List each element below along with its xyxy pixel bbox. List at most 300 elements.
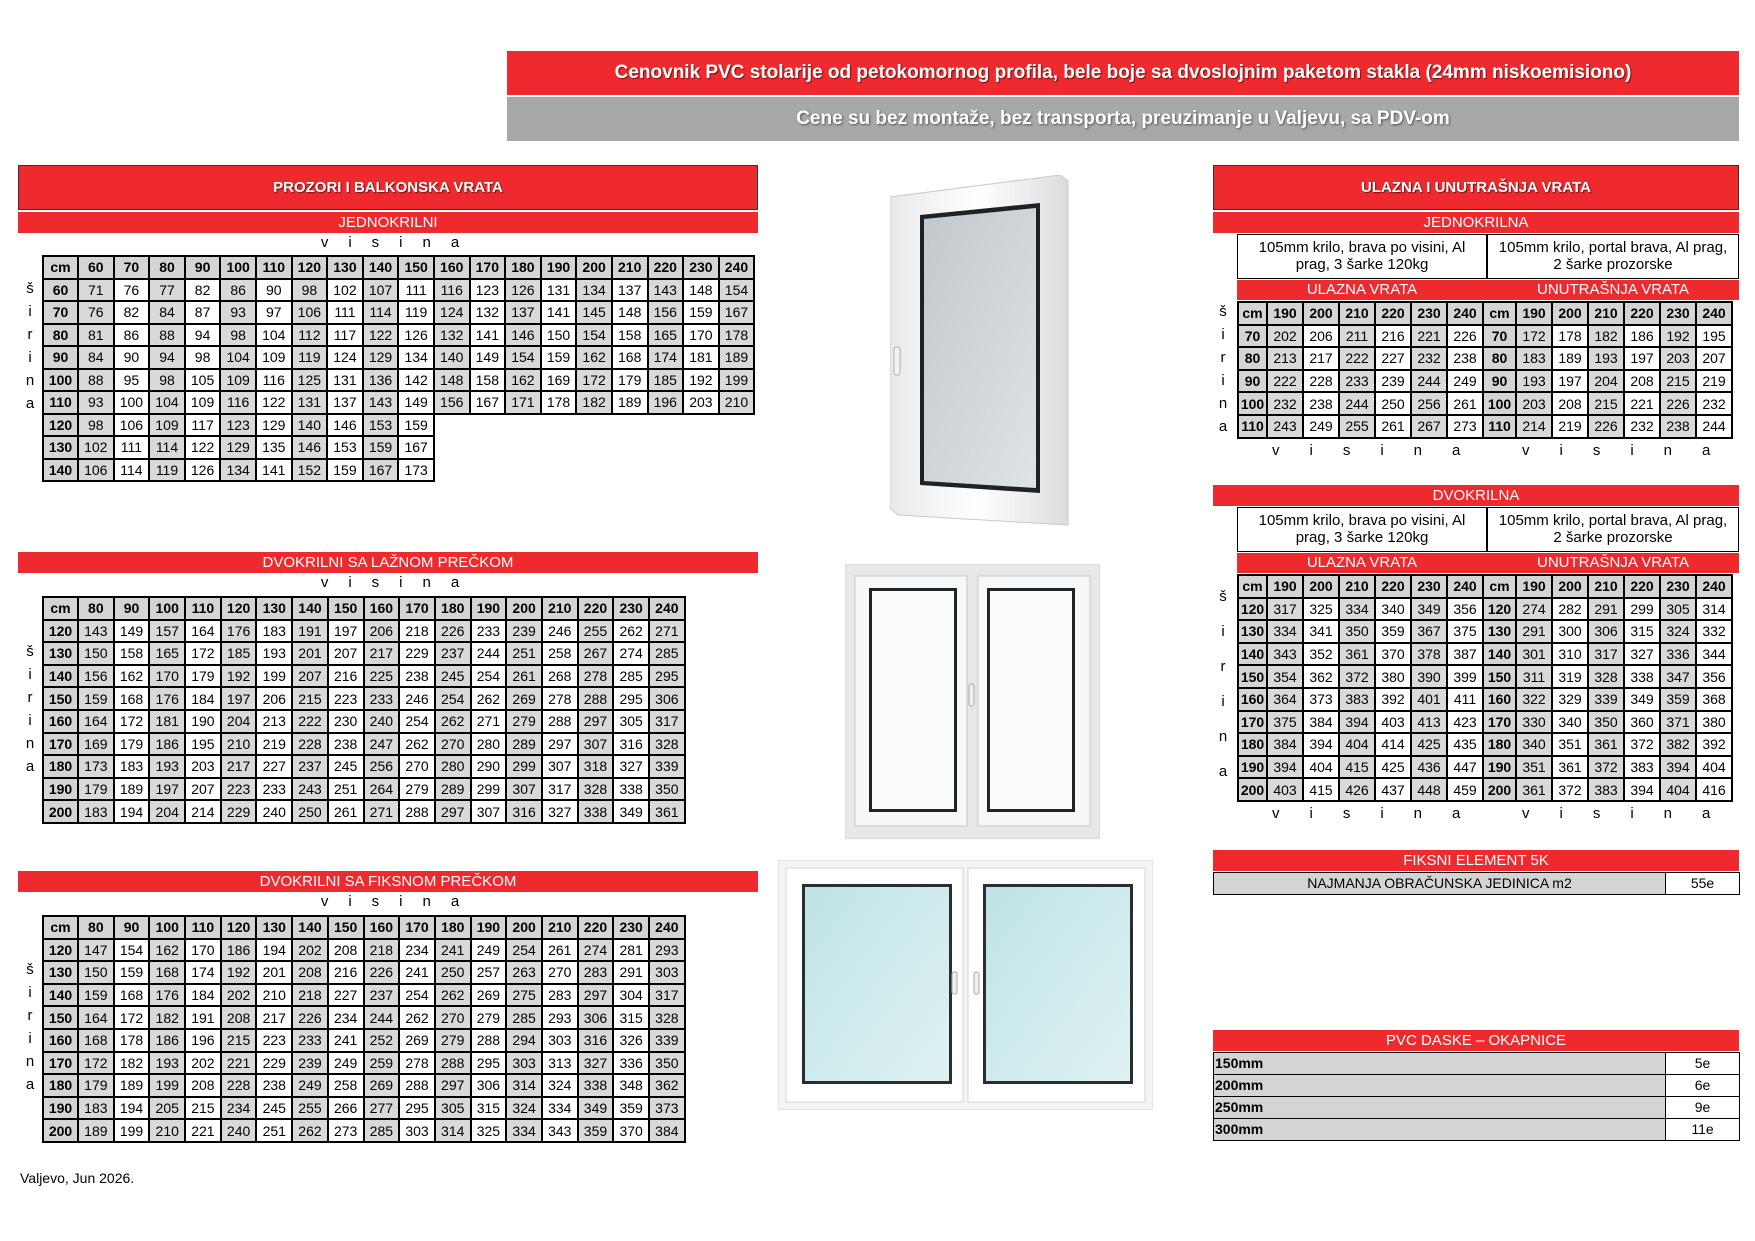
price-cell: 71: [78, 279, 114, 302]
price-cell-unutrasnja: 361: [1588, 733, 1624, 756]
table-row: [1238, 756, 1732, 779]
fiksni-label: NAJMANJA OBRAČUNSKA JEDINICA m2: [1214, 873, 1666, 895]
price-cell: 126: [398, 324, 434, 347]
price-cell-ulazna: 238: [1447, 347, 1483, 370]
price-cell: 343: [542, 1119, 578, 1142]
price-cell: 159: [541, 346, 577, 369]
sirina-letter: i: [28, 984, 32, 1001]
daske-price: 11e: [1666, 1119, 1740, 1141]
price-cell: 109: [220, 369, 256, 392]
price-cell-ulazna: 249: [1303, 415, 1339, 438]
list-item: [1214, 1119, 1740, 1141]
price-cell: 210: [149, 1119, 185, 1142]
price-cell: 315: [471, 1097, 507, 1120]
empty-cell: [470, 414, 506, 437]
row-header: 170: [43, 733, 78, 756]
price-cell: 86: [114, 324, 150, 347]
price-cell-unutrasnja: 207: [1696, 347, 1732, 370]
price-cell: 283: [578, 961, 614, 984]
column-header: 200: [1303, 575, 1339, 598]
table-header-row: [43, 916, 685, 939]
price-cell: 222: [292, 710, 328, 733]
price-cell-ulazna: 378: [1411, 643, 1447, 666]
price-cell: 117: [185, 414, 221, 437]
price-cell-unutrasnja: 178: [1552, 325, 1588, 348]
price-cell: 221: [185, 1119, 221, 1142]
price-cell: 227: [328, 984, 364, 1007]
price-cell: 228: [292, 733, 328, 756]
table-row: [43, 1052, 685, 1075]
price-cell: 208: [292, 961, 328, 984]
price-cell: 179: [78, 1074, 114, 1097]
price-cell-ulazna: 384: [1303, 711, 1339, 734]
price-cell: 168: [114, 984, 150, 1007]
price-cell: 299: [506, 755, 542, 778]
sirina-letter: i: [28, 349, 32, 366]
price-cell: 191: [292, 620, 328, 643]
sirina-letter: i: [1221, 372, 1225, 389]
row-header: 180: [43, 1074, 78, 1097]
price-cell: 303: [399, 1119, 435, 1142]
price-cell: 247: [364, 733, 400, 756]
price-cell-ulazna: 403: [1375, 711, 1411, 734]
price-cell: 263: [506, 961, 542, 984]
price-cell: 87: [185, 301, 221, 324]
price-cell: 172: [576, 369, 612, 392]
price-cell: 171: [505, 391, 541, 414]
price-cell: 178: [541, 391, 577, 414]
price-cell: 141: [541, 301, 577, 324]
price-cell: 112: [292, 324, 328, 347]
price-cell-ulazna: 238: [1303, 392, 1339, 415]
price-cell: 279: [435, 1029, 471, 1052]
price-cell-ulazna: 426: [1339, 778, 1375, 801]
price-cell-unutrasnja: 340: [1552, 711, 1588, 734]
price-cell: 143: [648, 279, 684, 302]
price-cell-ulazna: 317: [1267, 598, 1303, 621]
price-cell: 183: [114, 755, 150, 778]
price-cell: 111: [398, 279, 434, 302]
price-cell: 185: [648, 369, 684, 392]
price-cell: 350: [649, 1052, 685, 1075]
price-cell-unutrasnja: 219: [1696, 370, 1732, 393]
column-header: 110: [185, 916, 221, 939]
column-header: 140: [292, 597, 328, 620]
desc-ulazna: 105mm krilo, brava po visini, Al prag, 3 šarke 120kg: [1237, 234, 1487, 279]
row-header: 160: [1238, 688, 1267, 711]
price-cell: 328: [649, 733, 685, 756]
price-cell: 159: [114, 961, 150, 984]
empty-cell: [470, 436, 506, 459]
price-cell-ulazna: 349: [1411, 598, 1447, 621]
column-header: 90: [114, 597, 150, 620]
price-cell: 205: [149, 1097, 185, 1120]
column-header: 240: [1447, 575, 1483, 598]
price-cell: 233: [364, 687, 400, 710]
price-cell: 162: [576, 346, 612, 369]
price-cell: 126: [505, 279, 541, 302]
price-cell-unutrasnja: 361: [1552, 756, 1588, 779]
corner-cell: cm: [1238, 575, 1267, 598]
corner-cell: cm: [1483, 302, 1516, 325]
table-row: [1238, 598, 1732, 621]
price-cell: 339: [649, 755, 685, 778]
price-cell-ulazna: 354: [1267, 665, 1303, 688]
column-header: 90: [185, 256, 221, 279]
column-header: 130: [327, 256, 363, 279]
price-cell: 317: [649, 984, 685, 1007]
table-row: [43, 1119, 685, 1142]
price-cell: 251: [256, 1119, 292, 1142]
table-row: [1238, 392, 1732, 415]
price-cell: 149: [114, 620, 150, 643]
price-cell: 207: [292, 665, 328, 688]
price-cell-unutrasnja: 299: [1624, 598, 1660, 621]
price-cell: 306: [471, 1074, 507, 1097]
price-cell: 203: [185, 755, 221, 778]
price-cell: 245: [328, 755, 364, 778]
sirina-letter: n: [25, 1053, 35, 1070]
row-header: 160: [43, 1029, 78, 1052]
double-window-fiksnom-image: [778, 860, 1153, 1110]
row-header: 120: [43, 620, 78, 643]
price-cell: 261: [542, 939, 578, 962]
price-cell: 285: [649, 642, 685, 665]
price-cell: 303: [542, 1029, 578, 1052]
price-cell: 143: [78, 620, 114, 643]
table-row: [43, 939, 685, 962]
price-cell: 159: [683, 301, 719, 324]
price-cell-unutrasnja: 350: [1588, 711, 1624, 734]
price-cell: 176: [149, 687, 185, 710]
table-laznom: [42, 596, 686, 824]
price-cell: 146: [327, 414, 363, 437]
price-cell: 244: [471, 642, 507, 665]
price-cell-ulazna: 206: [1303, 325, 1339, 348]
table-row: [43, 1074, 685, 1097]
section-title-daske: PVC DASKE – OKAPNICE: [1213, 1030, 1739, 1051]
price-cell-unutrasnja: 329: [1552, 688, 1588, 711]
price-cell: 134: [576, 279, 612, 302]
table-row: [43, 346, 754, 369]
price-cell: 116: [256, 369, 292, 392]
price-cell-unutrasnja: 336: [1660, 643, 1696, 666]
price-cell: 194: [114, 800, 150, 823]
price-cell: 223: [221, 778, 257, 801]
price-cell: 218: [399, 620, 435, 643]
price-cell: 295: [471, 1052, 507, 1075]
price-cell: 210: [221, 733, 257, 756]
price-cell: 186: [149, 733, 185, 756]
price-cell: 176: [149, 984, 185, 1007]
label-unutrasnja-vrata: UNUTRAŠNJA VRATA: [1487, 280, 1739, 300]
list-item: [1214, 1097, 1740, 1119]
price-cell: 202: [185, 1052, 221, 1075]
price-cell-ulazna: 415: [1303, 778, 1339, 801]
price-cell: 226: [364, 961, 400, 984]
column-header: 210: [1588, 302, 1624, 325]
row-header: 100: [1238, 392, 1267, 415]
column-header: 200: [506, 916, 542, 939]
sirina-letter: a: [25, 1076, 35, 1093]
price-cell-unutrasnja: 208: [1552, 392, 1588, 415]
price-cell-ulazna: 202: [1267, 325, 1303, 348]
price-cell: 278: [399, 1052, 435, 1075]
price-cell: 275: [506, 984, 542, 1007]
empty-cell: [719, 436, 755, 459]
price-cell-ulazna: 261: [1375, 415, 1411, 438]
price-cell: 241: [328, 1029, 364, 1052]
price-cell: 119: [398, 301, 434, 324]
price-cell-unutrasnja: 339: [1588, 688, 1624, 711]
price-cell: 271: [364, 800, 400, 823]
price-cell: 178: [114, 1029, 150, 1052]
price-cell-unutrasnja: 305: [1660, 598, 1696, 621]
price-cell: 158: [470, 369, 506, 392]
price-cell: 217: [221, 755, 257, 778]
price-cell: 202: [221, 984, 257, 1007]
column-header: 230: [613, 916, 649, 939]
price-cell: 208: [328, 939, 364, 962]
price-cell-ulazna: 414: [1375, 733, 1411, 756]
price-cell-ulazna: 401: [1411, 688, 1447, 711]
price-cell: 261: [328, 800, 364, 823]
sirina-letter: i: [1221, 326, 1225, 343]
price-cell: 159: [78, 984, 114, 1007]
empty-cell: [612, 459, 648, 482]
column-header: 70: [114, 256, 150, 279]
price-cell: 216: [328, 665, 364, 688]
price-cell: 170: [683, 324, 719, 347]
price-cell: 194: [256, 939, 292, 962]
price-cell: 245: [435, 665, 471, 688]
price-cell: 215: [185, 1097, 221, 1120]
column-header: 120: [292, 256, 328, 279]
row-header: 90: [43, 346, 78, 369]
price-cell: 254: [471, 665, 507, 688]
visina-label: visina: [320, 574, 480, 591]
price-cell: 137: [505, 301, 541, 324]
price-cell: 266: [328, 1097, 364, 1120]
price-cell: 316: [578, 1029, 614, 1052]
price-cell-unutrasnja: 371: [1660, 711, 1696, 734]
price-cell: 148: [683, 279, 719, 302]
price-cell: 77: [149, 279, 185, 302]
price-cell-unutrasnja: 372: [1552, 778, 1588, 801]
price-cell: 229: [221, 800, 257, 823]
price-cell-ulazna: 372: [1339, 665, 1375, 688]
price-cell: 348: [613, 1074, 649, 1097]
daske-price: 9e: [1666, 1097, 1740, 1119]
price-cell: 153: [363, 414, 399, 437]
price-cell: 238: [399, 665, 435, 688]
price-cell: 176: [221, 620, 257, 643]
price-cell-unutrasnja: 330: [1516, 711, 1552, 734]
empty-cell: [576, 436, 612, 459]
empty-cell: [434, 436, 470, 459]
price-cell-ulazna: 356: [1447, 598, 1483, 621]
price-cell: 122: [185, 436, 221, 459]
price-cell: 178: [719, 324, 755, 347]
sirina-letter: i: [1221, 693, 1225, 710]
table-row: [43, 755, 685, 778]
row-header: 120: [1238, 598, 1267, 621]
price-cell: 172: [114, 710, 150, 733]
price-cell-ulazna: 362: [1303, 665, 1339, 688]
price-cell: 327: [542, 800, 578, 823]
row-header: 90: [1483, 370, 1516, 393]
column-header: 150: [328, 597, 364, 620]
price-cell-ulazna: 244: [1411, 370, 1447, 393]
price-cell: 114: [149, 436, 185, 459]
price-cell-ulazna: 425: [1375, 756, 1411, 779]
price-cell: 314: [506, 1074, 542, 1097]
price-cell: 262: [399, 1006, 435, 1029]
price-cell: 164: [185, 620, 221, 643]
empty-cell: [576, 414, 612, 437]
price-cell: 94: [185, 324, 221, 347]
label-ulazna-vrata: ULAZNA VRATA: [1237, 553, 1487, 573]
price-cell: 218: [292, 984, 328, 1007]
price-cell: 173: [398, 459, 434, 482]
price-cell: 230: [328, 710, 364, 733]
price-cell-ulazna: 243: [1267, 415, 1303, 438]
column-header: 210: [1588, 575, 1624, 598]
price-cell: 172: [114, 1006, 150, 1029]
column-header: 200: [576, 256, 612, 279]
price-cell: 152: [292, 459, 328, 482]
column-header: 210: [612, 256, 648, 279]
price-cell-ulazna: 373: [1303, 688, 1339, 711]
price-cell-unutrasnja: 404: [1696, 756, 1732, 779]
price-cell: 116: [220, 391, 256, 414]
price-cell: 258: [542, 642, 578, 665]
column-header: 190: [471, 597, 507, 620]
column-header: 200: [1303, 302, 1339, 325]
price-cell: 237: [292, 755, 328, 778]
price-cell: 189: [719, 346, 755, 369]
price-cell-ulazna: 411: [1447, 688, 1483, 711]
column-header: 230: [1660, 575, 1696, 598]
price-cell-unutrasnja: 383: [1624, 756, 1660, 779]
price-cell: 288: [435, 1052, 471, 1075]
sirina-letter: a: [25, 395, 35, 412]
price-cell: 123: [470, 279, 506, 302]
price-cell-ulazna: 399: [1447, 665, 1483, 688]
price-cell: 135: [256, 436, 292, 459]
row-header: 190: [43, 1097, 78, 1120]
price-cell: 182: [576, 391, 612, 414]
price-cell: 269: [506, 687, 542, 710]
row-header: 150: [1483, 665, 1516, 688]
price-cell-unutrasnja: 392: [1696, 733, 1732, 756]
price-cell: 317: [542, 778, 578, 801]
price-cell-ulazna: 256: [1411, 392, 1447, 415]
row-header: 90: [1238, 370, 1267, 393]
empty-cell: [683, 459, 719, 482]
price-cell: 349: [613, 800, 649, 823]
price-cell: 210: [256, 984, 292, 1007]
price-cell: 158: [114, 642, 150, 665]
price-cell: 159: [363, 436, 399, 459]
row-header: 180: [1238, 733, 1267, 756]
empty-cell: [719, 459, 755, 482]
column-header: 220: [578, 597, 614, 620]
table-row: [43, 800, 685, 823]
price-cell-ulazna: 359: [1375, 620, 1411, 643]
table-row: [1238, 620, 1732, 643]
price-cell: 134: [398, 346, 434, 369]
price-cell-ulazna: 340: [1375, 598, 1411, 621]
price-cell: 241: [435, 939, 471, 962]
price-cell: 215: [221, 1029, 257, 1052]
price-cell: 350: [649, 778, 685, 801]
price-cell: 295: [399, 1097, 435, 1120]
price-cell: 270: [435, 733, 471, 756]
price-cell: 250: [292, 800, 328, 823]
price-cell: 203: [683, 391, 719, 414]
price-cell: 199: [114, 1119, 150, 1142]
price-cell: 102: [327, 279, 363, 302]
row-header: 170: [1483, 711, 1516, 734]
price-cell-ulazna: 250: [1375, 392, 1411, 415]
column-header: 240: [649, 597, 685, 620]
price-cell: 81: [78, 324, 114, 347]
price-cell: 278: [578, 665, 614, 688]
price-cell: 218: [364, 939, 400, 962]
price-cell: 204: [149, 800, 185, 823]
price-cell: 100: [114, 391, 150, 414]
price-cell: 98: [149, 369, 185, 392]
desc-unutrasnja: 105mm krilo, portal brava, Al prag, 2 šarke prozorske: [1487, 507, 1739, 552]
price-cell-ulazna: 459: [1447, 778, 1483, 801]
price-cell: 182: [114, 1052, 150, 1075]
empty-cell: [470, 459, 506, 482]
price-cell: 314: [435, 1119, 471, 1142]
empty-cell: [648, 436, 684, 459]
column-header: 220: [1624, 575, 1660, 598]
table-row: [1238, 415, 1732, 438]
column-header: 190: [1516, 302, 1552, 325]
row-header: 110: [1483, 415, 1516, 438]
price-cell: 154: [505, 346, 541, 369]
price-cell: 243: [292, 778, 328, 801]
price-cell: 238: [328, 733, 364, 756]
column-header: 220: [1624, 302, 1660, 325]
price-cell: 158: [612, 324, 648, 347]
price-cell: 149: [398, 391, 434, 414]
price-cell-unutrasnja: 215: [1588, 392, 1624, 415]
price-cell: 270: [435, 1006, 471, 1029]
price-cell-unutrasnja: 192: [1660, 325, 1696, 348]
fiksni-table: [1213, 872, 1740, 895]
price-cell: 227: [256, 755, 292, 778]
price-cell-unutrasnja: 314: [1696, 598, 1732, 621]
price-cell-ulazna: 228: [1303, 370, 1339, 393]
price-cell-ulazna: 425: [1411, 733, 1447, 756]
row-header: 140: [1238, 643, 1267, 666]
row-header: 70: [1238, 325, 1267, 348]
row-header: 70: [43, 301, 78, 324]
price-cell: 93: [220, 301, 256, 324]
sirina-letter: n: [25, 372, 35, 389]
daske-price: 5e: [1666, 1053, 1740, 1075]
column-header: 120: [221, 597, 257, 620]
sirina-letter: š: [26, 643, 34, 660]
price-cell: 137: [612, 279, 648, 302]
column-header: 90: [114, 916, 150, 939]
table-row: [43, 733, 685, 756]
